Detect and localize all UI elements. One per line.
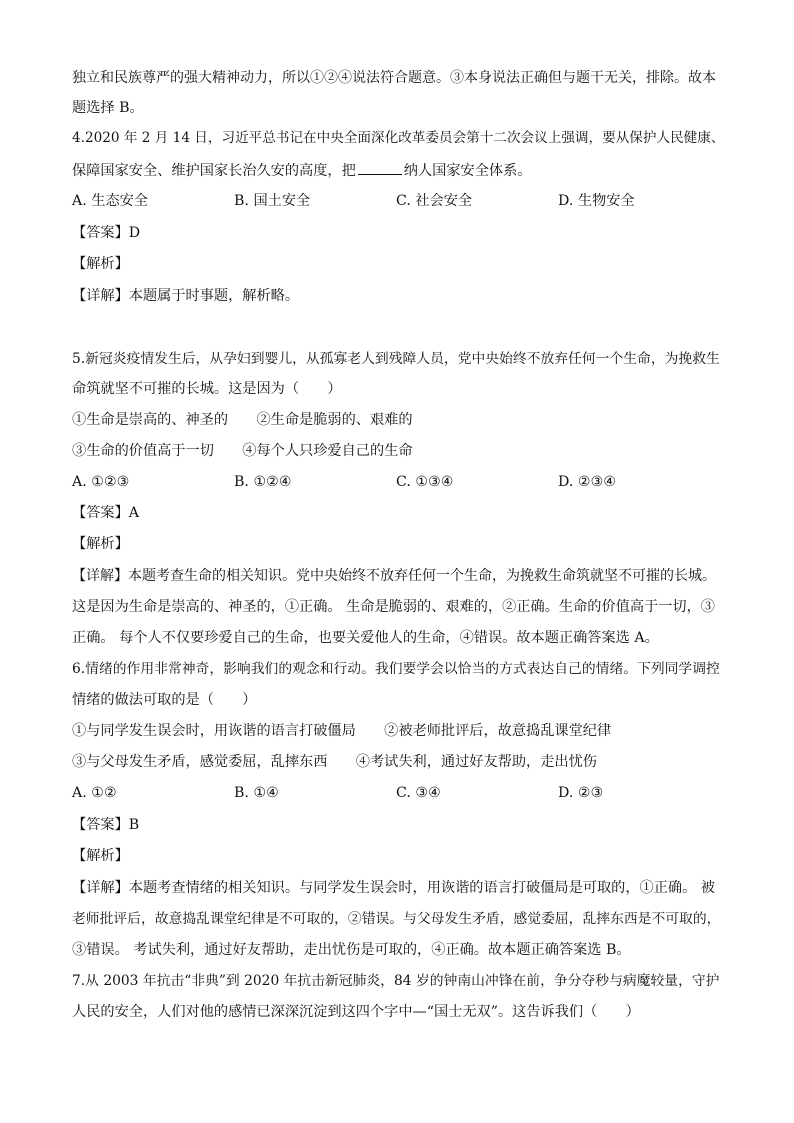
option-d: D. ②③④ bbox=[558, 474, 617, 490]
analysis-heading: 【解析】 bbox=[72, 536, 129, 552]
question-4-options bbox=[72, 191, 724, 211]
option-c: C. ③④ bbox=[396, 785, 441, 801]
option-b: B. 国土安全 bbox=[234, 193, 311, 209]
statement-line: ①与同学发生误会时，用诙谐的语言打破僵局 ②被老师批评后，故意捣乱课堂纪律 bbox=[72, 723, 612, 739]
statement-line: ①生命是崇高的、神圣的 ②生命是脆弱的、艰难的 bbox=[72, 412, 413, 428]
question-6-stem: 情绪的做法可取的是（ ） bbox=[72, 692, 257, 708]
answer-line: 【答案】D bbox=[72, 225, 141, 241]
detail-line: 【详解】本题考查生命的相关知识。党中央始终不放弃任何一个生命，为挽救生命筑就坚不可摧的长城。 bbox=[72, 568, 716, 584]
detail-line: 老师批评后，故意捣乱课堂纪律是不可取的，②错误。与父母发生矛盾，感觉委屈，乱摔东西是不可取的， bbox=[72, 911, 721, 927]
option-d: D. ②③ bbox=[558, 785, 604, 801]
answer-line: 【答案】A bbox=[72, 505, 139, 521]
detail-line: 【详解】本题属于时事题，解析略。 bbox=[72, 288, 300, 304]
text-line: 独立和民族尊严的强大精神动力，所以①②④说法符合题意。③本身说法正确但与题干无关，排除。故本 bbox=[72, 70, 716, 86]
option-c: C. 社会安全 bbox=[396, 193, 473, 209]
question-4-stem: 4.2020 年 2 月 14 日，习近平总书记在中央全面深化改革委员会第十二次会议上强调，要从保护人民健康、 bbox=[72, 130, 725, 146]
detail-line: ③错误。 考试失利，通过好友帮助，走出忧伤是可取的，④正确。故本题正确答案选 B。 bbox=[72, 942, 631, 958]
stem-part: 纳人国家安全体系。 bbox=[403, 163, 532, 179]
question-6-stem: 6.情绪的作用非常神奇，影响我们的观念和行动。我们要学会以恰当的方式表达自己的情绪。下列同学调控 bbox=[72, 661, 720, 677]
question-6-options bbox=[72, 783, 724, 803]
option-c: C. ①③④ bbox=[396, 474, 454, 490]
option-b: B. ①④ bbox=[234, 785, 279, 801]
question-7-stem: 7.从 2003 年抗击“非典”到 2020 年抗击新冠肺炎，84 岁的钟南山冲锋在前，争分夺秒与病魔较量，守护 bbox=[72, 973, 720, 989]
question-5-options bbox=[72, 472, 724, 492]
detail-line: 这是因为生命是崇高的、神圣的，①正确。 生命是脆弱的、艰难的，②正确。生命的价值高于一切，③ bbox=[72, 599, 715, 615]
option-a: A. ①② bbox=[72, 785, 117, 801]
statement-line: ③生命的价值高于一切 ④每个人只珍爱自己的生命 bbox=[72, 443, 413, 459]
text-line: 题选择 B。 bbox=[72, 100, 144, 116]
question-7-stem: 人民的安全，人们对他的感情已深深沉淀到这四个字中—“国士无双”。这告诉我们（ ） bbox=[72, 1004, 640, 1020]
analysis-heading: 【解析】 bbox=[72, 256, 129, 272]
option-a: A. 生态安全 bbox=[72, 193, 149, 209]
detail-line: 正确。 每个人不仅要珍爱自己的生命，也要关爱他人的生命，④错误。故本题正确答案选 A。 bbox=[72, 630, 659, 646]
option-d: D. 生物安全 bbox=[558, 193, 635, 209]
detail-line: 【详解】本题考查情绪的相关知识。与同学发生误会时，用诙谐的语言打破僵局是可取的，①正确。 被 bbox=[72, 880, 715, 896]
option-a: A. ①②③ bbox=[72, 474, 130, 490]
analysis-heading: 【解析】 bbox=[72, 848, 129, 864]
question-5-stem: 命筑就坚不可摧的长城。这是因为（ ） bbox=[72, 381, 342, 397]
answer-line: 【答案】B bbox=[72, 817, 140, 833]
option-b: B. ①②④ bbox=[234, 474, 292, 490]
statement-line: ③与父母发生矛盾，感觉委屈，乱摔东西 ④考试失利，通过好友帮助，走出忧伤 bbox=[72, 754, 597, 770]
question-4-stem bbox=[72, 160, 724, 181]
fill-in-blank bbox=[358, 160, 402, 175]
stem-part: 保障国家安全、维护国家长治久安的高度，把 bbox=[72, 163, 356, 179]
question-5-stem: 5.新冠炎疫情发生后，从孕妇到婴儿，从孤寡老人到残障人员，党中央始终不放弃任何一个生命，为挽救生 bbox=[72, 351, 720, 367]
